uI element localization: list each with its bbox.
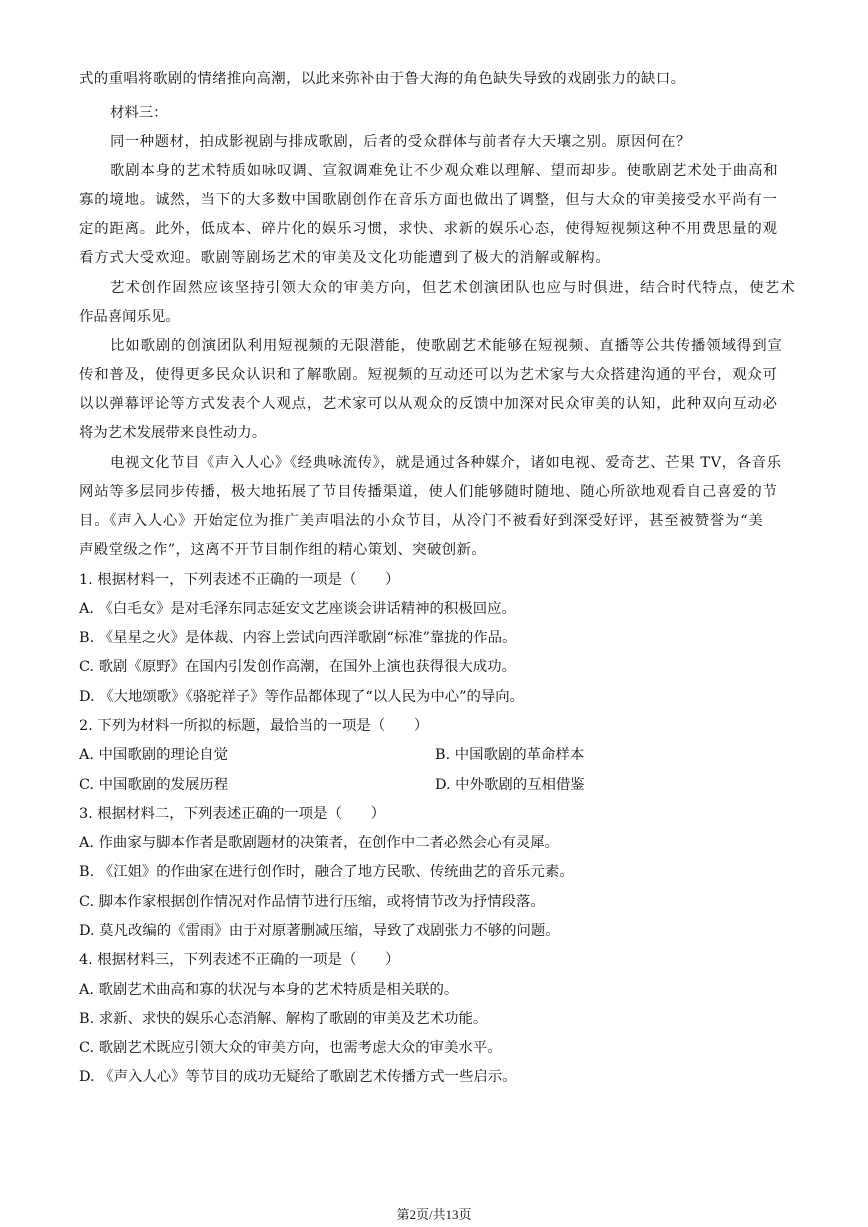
question-stem: 3. 根据材料二，下列表述正确的一项是（ ） (79, 806, 386, 822)
option-c[interactable]: C. 歌剧《原野》在国内引发创作高潮，在国外上演也获得很大成功。 (79, 659, 516, 675)
passage-line: 传和普及，使得更多民众认识和了解歌剧。短视频的互动还可以为艺术家与大众搭建沟通的平台，观众可 (79, 367, 778, 383)
option-c[interactable]: C. 歌剧艺术既应引领大众的审美方向，也需考虑大众的审美水平。 (79, 1040, 502, 1056)
option-d[interactable]: D. 《声入人心》等节目的成功无疑给了歌剧艺术传播方式一些启示。 (79, 1069, 517, 1085)
passage-line: 以以弹幕评论等方式发表个人观点，艺术家可以从观众的反馈中加深对民众审美的认知，此种双向互动必 (79, 396, 778, 412)
option-d[interactable]: D. 中外歌剧的互相借鉴 (435, 777, 585, 793)
passage-line: 目。《声入人心》开始定位为推广美声唱法的小众节目，从冷门不被看好到深受好评，甚至被赞誉为“美 (79, 513, 764, 529)
option-b[interactable]: B. 《星星之火》是体裁、内容上尝试向西洋歌剧“标准”靠拢的作品。 (79, 630, 517, 646)
passage-line: 艺术创作固然应该坚持引领大众的审美方向，但艺术创演团队也应与时俱进，结合时代特点，使艺术 (110, 280, 796, 296)
option-c[interactable]: C. 脚本作家根据创作情况对作品情节进行压缩，或将情节改为抒情段落。 (79, 894, 545, 910)
passage-line: 看方式大受欢迎。歌剧等剧场艺术的审美及文化功能遭到了极大的消解或解构。 (79, 250, 611, 266)
page-footer: 第2页/共13页 (396, 1207, 472, 1222)
option-c[interactable]: C. 中国歌剧的发展历程 (79, 777, 229, 793)
question-stem: 1. 根据材料一，下列表述不正确的一项是（ ） (79, 572, 400, 588)
option-d[interactable]: D. 莫凡改编的《雷雨》由于对原著删减压缩，导致了戏剧张力不够的问题。 (79, 923, 560, 939)
passage-line: 定的距离。此外，低成本、碎片化的娱乐习惯，求快、求新的娱乐心态，使得短视频这种不用费思量的观 (79, 221, 778, 237)
option-b[interactable]: B. 《江姐》的作曲家在进行创作时，融合了地方民歌、传统曲艺的音乐元素。 (79, 864, 574, 880)
option-a[interactable]: A. 歌剧艺术曲高和寡的状况与本身的艺术特质是相关联的。 (79, 982, 459, 998)
question-stem: 2. 下列为材料一所拟的标题，最恰当的一项是（ ） (79, 718, 429, 734)
option-b[interactable]: B. 求新、求快的娱乐心态消解、解构了歌剧的审美及艺术功能。 (79, 1011, 488, 1027)
section-heading: 材料三： (110, 105, 168, 121)
option-a[interactable]: A. 作曲家与脚本作者是歌剧题材的决策者，在创作中二者必然会心有灵犀。 (79, 835, 560, 851)
question-stem: 4. 根据材料三，下列表述不正确的一项是（ ） (79, 952, 400, 968)
passage-line: 作品喜闻乐见。 (79, 309, 180, 325)
option-a[interactable]: A. 《白毛女》是对毛泽东同志延安文艺座谈会讲话精神的积极回应。 (79, 601, 516, 617)
option-b[interactable]: B. 中国歌剧的革命样本 (435, 747, 585, 763)
option-a[interactable]: A. 中国歌剧的理论自觉 (79, 747, 229, 763)
passage-line: 式的重唱将歌剧的情绪推向高潮，以此来弥补由于鲁大海的角色缺失导致的戏剧张力的缺口。 (79, 71, 686, 87)
passage-line: 网站等多层同步传播，极大地拓展了节目传播渠道，使人们能够随时随地、随心所欲地观看自己喜爱的节 (79, 484, 778, 500)
option-d[interactable]: D. 《大地颂歌》《骆驼祥子》等作品都体现了“以人民为中心”的导向。 (79, 689, 525, 705)
passage-line: 寡的境地。诚然，当下的大多数中国歌剧创作在音乐方面也做出了调整，但与大众的审美接受水平尚有一 (79, 192, 778, 208)
passage-line: 歌剧本身的艺术特质如咏叹调、宣叙调难免让不少观众难以理解、望而却步。使歌剧艺术处于曲高和 (110, 163, 779, 179)
passage-line: 将为艺术发展带来良性动力。 (79, 425, 267, 441)
passage-line: 声殿堂级之作”，这离不开节目制作组的精心策划、突破创新。 (79, 542, 487, 558)
passage-line: 电视文化节目《声入人心》《经典咏流传》，就是通过各种媒介，诸如电视、爱奇艺、芒果 TV，各音乐 (110, 455, 782, 471)
passage-line: 比如歌剧的创演团队利用短视频的无限潜能，使歌剧艺术能够在短视频、直播等公共传播领域得到宣 (110, 338, 783, 354)
passage-line: 同一种题材，拍成影视剧与排成歌剧，后者的受众群体与前者存大天壤之别。原因何在？ (110, 134, 691, 150)
